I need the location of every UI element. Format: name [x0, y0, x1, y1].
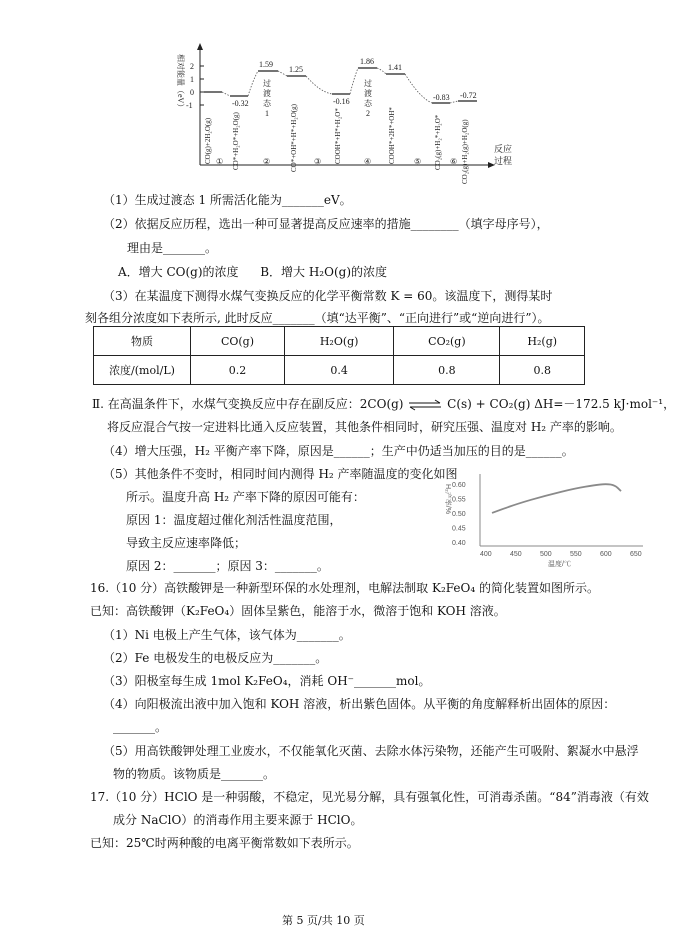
- level-value: 1.86: [360, 57, 374, 66]
- question-16-5-line1: （5）用高铁酸钾处理工业废水，不仅能氧化灭菌、去除水体污染物，还能产生可吸附、絮凝水中悬浮: [103, 744, 639, 758]
- table-cell: 0.4: [284, 356, 393, 385]
- question-3-line1: （3）在某温度下测得水煤气变换反应的化学平衡常数 K = 60。该温度下，测得某时: [103, 289, 553, 303]
- question-17-known: 已知：25℃时两种酸的电离平衡常数如下表所示。: [90, 836, 359, 850]
- chart-y-tick: 0.55: [452, 496, 466, 504]
- level-value: -0.83: [433, 93, 450, 102]
- table-header: H₂(g): [500, 327, 585, 356]
- chart-x-tick: 450: [510, 551, 522, 558]
- y-tick: 0: [190, 88, 194, 97]
- question-16-known: 已知：高铁酸钾（K₂FeO₄）固体呈紫色，能溶于水，微溶于饱和 KOH 溶液。: [90, 604, 506, 618]
- table-cell: 浓度/(mol/L): [94, 356, 191, 385]
- answer-blank[interactable]: _______: [273, 651, 316, 665]
- table-header: H₂O(g): [284, 327, 393, 356]
- chart-y-label: H₂产率/%: [444, 484, 451, 514]
- level-value: -0.16: [333, 97, 350, 106]
- question-2-options: [118, 265, 387, 280]
- question-16-2: （2）Fe 电极发生的电极反应为_______。: [103, 651, 328, 665]
- chart-y-tick: 0.45: [452, 525, 466, 533]
- ts1-label: 渡: [263, 89, 271, 98]
- question-5-reasons: 原因 2：_______；原因 3：_______。: [126, 559, 329, 573]
- answer-blank[interactable]: ________: [410, 217, 459, 231]
- page-number: 第 5 页/共 10 页: [282, 914, 365, 927]
- question-3-line2: 刻各组分浓度如下表所示, 此时反应_______（填“达平衡”、“正向进行”或“逆向进行”）。: [85, 311, 550, 325]
- table-header: CO(g): [191, 327, 285, 356]
- answer-blank[interactable]: _______: [274, 559, 317, 573]
- level-value: -0.32: [232, 99, 249, 108]
- question-16-4-blank: _______。: [113, 720, 168, 734]
- question-5-reason1a: 原因 1：温度超过催化剂活性温度范围，: [126, 513, 342, 527]
- question-4: （4）增大压强，H₂ 平衡产率下降，原因是______；生产中仍适当加压的目的是______。: [103, 444, 574, 458]
- answer-blank[interactable]: _______: [173, 559, 216, 573]
- question-5-line2: 所示。温度升高 H₂ 产率下降的原因可能有：: [126, 490, 365, 504]
- x-axis-label: 过程: [494, 156, 513, 166]
- ts2-label: 渡: [364, 89, 372, 98]
- question-17-line1: 17.（10 分）HClO 是一种弱酸，不稳定，见光易分解，具有强氧化性，可消毒杀菌。“84”消毒液（有效: [90, 790, 649, 804]
- table-cell: 0.2: [191, 356, 285, 385]
- question-16-title: 16.（10 分）高铁酸钾是一种新型环保的水处理剂，电解法制取 K₂FeO₄ 的简化装置如图所示。: [90, 581, 599, 595]
- question-5-reason1b: 导致主反应速率降低；: [126, 536, 247, 550]
- table-row: [94, 356, 585, 385]
- question-1: （1）生成过渡态 1 所需活化能为_______eV。: [103, 193, 352, 207]
- species-label: CO₂(g)+H₂*+H₂O*: [434, 114, 442, 170]
- table-header-row: [94, 327, 585, 356]
- level-value: -0.72: [460, 91, 477, 100]
- ts2-label: 态: [364, 99, 372, 108]
- answer-blank[interactable]: _______: [354, 674, 396, 688]
- h2-yield-chart: [438, 462, 653, 570]
- energy-diagram: [176, 40, 540, 190]
- chart-series-line: [492, 484, 621, 513]
- question-2: （2）依据反应历程，选出一种可显著提高反应速率的措施________（填字母序号），: [103, 217, 549, 231]
- chart-x-label: 温度/℃: [548, 561, 571, 568]
- chart-x-tick: 650: [630, 551, 642, 558]
- species-label: CO(g)+2H₂O(g): [204, 117, 212, 164]
- ts2-label: 2: [366, 109, 370, 118]
- species-label: CO*+H₂O*+H₂O(g): [232, 112, 240, 170]
- step-marker: ②: [263, 157, 271, 166]
- level-value: 1.59: [259, 60, 273, 69]
- y-tick: 2: [190, 62, 194, 71]
- y-tick: -1: [186, 101, 193, 110]
- y-axis-label: 相对能量（eV）: [176, 54, 185, 112]
- equilibrium-arrow-icon: [407, 400, 443, 410]
- chart-x-tick: 500: [540, 551, 552, 558]
- question-2-reason: 理由是_______。: [127, 241, 218, 255]
- chart-x-tick: 600: [600, 551, 612, 558]
- answer-blank[interactable]: _______: [163, 241, 206, 255]
- step-marker: ③: [314, 157, 322, 166]
- species-label: COOH*+2H*+OH*: [388, 107, 396, 164]
- step-marker: ①: [216, 157, 224, 166]
- ts1-label: 过: [263, 79, 271, 88]
- question-16-3: （3）阳极室每生成 1mol K₂FeO₄，消耗 OH⁻_______mol。: [103, 674, 431, 688]
- chart-x-tick: 400: [480, 551, 492, 558]
- question-16-1: （1）Ni 电极上产生气体，该气体为_______。: [103, 628, 351, 642]
- question-16-5-line2: 物的物质。该物质是_______。: [113, 767, 276, 781]
- level-value: 1.41: [388, 63, 402, 72]
- table-header: CO₂(g): [394, 327, 500, 356]
- x-axis-label: 反应: [494, 144, 513, 154]
- table-cell: 0.8: [394, 356, 500, 385]
- y-tick: 1: [190, 75, 194, 84]
- chart-x-tick: 550: [570, 551, 582, 558]
- step-marker: ⑥: [450, 157, 458, 166]
- option-b: B．增大 H₂O(g)的浓度: [260, 265, 387, 279]
- answer-blank[interactable]: _______: [296, 628, 339, 642]
- level-value: 1.25: [289, 65, 303, 74]
- answer-blank[interactable]: ______: [333, 444, 370, 458]
- table-header: 物质: [94, 327, 191, 356]
- answer-blank[interactable]: ______: [525, 444, 562, 458]
- option-a: A．增大 CO(g)的浓度: [118, 265, 239, 279]
- chart-y-tick: 0.50: [452, 510, 466, 518]
- step-marker: ④: [364, 157, 372, 166]
- answer-blank[interactable]: _______: [272, 311, 315, 325]
- step-marker: ⑤: [414, 157, 422, 166]
- answer-blank[interactable]: _______: [281, 193, 324, 207]
- species-label: CO₂(g)+H₂(g)+H₂O(g): [461, 119, 469, 184]
- ts1-label: 态: [263, 99, 271, 108]
- answer-blank[interactable]: _______: [113, 720, 155, 734]
- question-16-4: （4）向阳极流出液中加入饱和 KOH 溶液，析出紫色固体。从平衡的角度解释析出固体的原因：: [103, 697, 616, 711]
- answer-blank[interactable]: _______: [221, 767, 264, 781]
- question-17-line2: 成分 NaClO）的消毒作用主要来源于 HClO。: [113, 813, 363, 827]
- concentration-table: [93, 326, 585, 385]
- ts1-label: 1: [265, 109, 269, 118]
- ts2-label: 过: [364, 79, 372, 88]
- chart-y-tick: 0.60: [452, 481, 466, 489]
- species-label: COOH*+H*+H₂O*: [334, 108, 342, 164]
- chart-y-tick: 0.40: [452, 540, 466, 547]
- part2-line2: 将反应混合气按一定进料比通入反应装置，其他条件相同时，研究压强、温度对 H₂ 产率的影响。: [107, 420, 622, 434]
- species-label: CO*+OH*+H*+H₂O(g): [290, 104, 298, 172]
- question-5-line1: （5）其他条件不变时，相同时间内测得 H₂ 产率随温度的变化如图: [103, 467, 458, 481]
- table-cell: 0.8: [500, 356, 585, 385]
- part2-line1: Ⅱ. 在高温条件下，水煤气变换反应中存在副反应：2CO(g) C(s) + CO₂(g) ΔH=－172.5 kJ·mol⁻¹，: [92, 397, 675, 411]
